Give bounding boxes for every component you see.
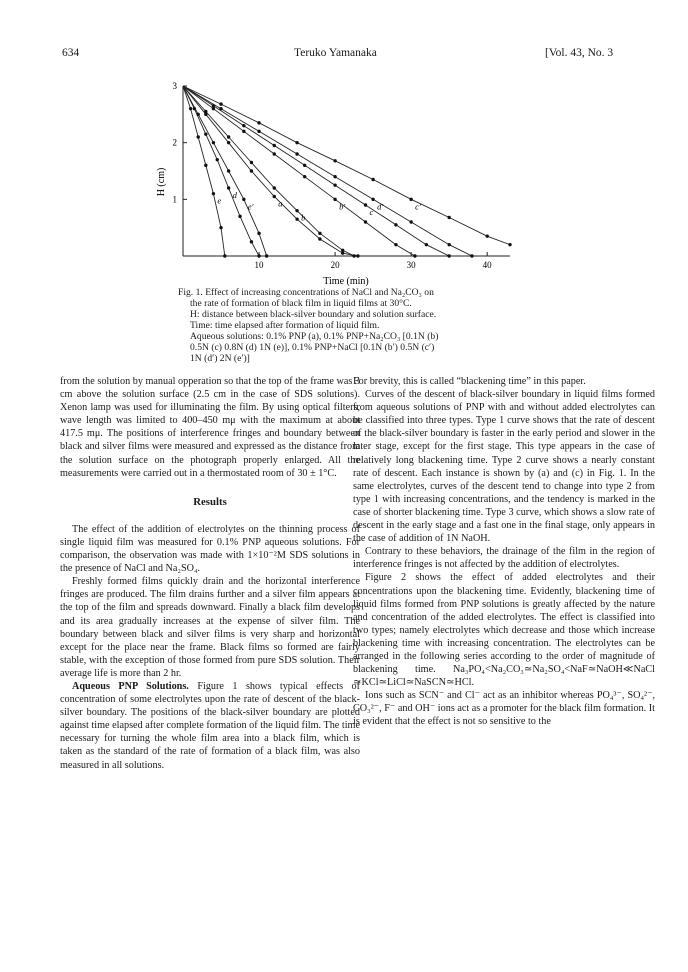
data-point [257, 232, 260, 235]
data-point [257, 121, 260, 124]
page-number: 634 [62, 47, 80, 59]
data-point [295, 152, 298, 155]
series-label: e′ [247, 201, 254, 212]
chart-plot-area [183, 86, 512, 258]
series-label: b [301, 212, 306, 223]
series-label: a [278, 198, 283, 209]
series-label: d′ [377, 201, 384, 212]
section-heading-results: Results [193, 495, 227, 508]
data-point [364, 203, 367, 206]
data-point [273, 144, 276, 147]
data-point [212, 141, 215, 144]
data-point [204, 132, 207, 135]
x-tick-label: 40 [482, 260, 492, 270]
data-point [223, 254, 226, 257]
series-line-7 [183, 86, 472, 256]
series-line-6 [183, 86, 449, 256]
data-point [265, 254, 268, 257]
data-point [219, 102, 222, 105]
data-point [303, 164, 306, 167]
series-label: c′ [415, 201, 421, 212]
data-point [189, 107, 192, 110]
paragraph: For brevity, this is called “blackening time” in this paper. [353, 376, 586, 387]
data-point [371, 198, 374, 201]
data-point [341, 249, 344, 252]
data-point [447, 216, 450, 219]
data-point [333, 175, 336, 178]
data-point [242, 130, 245, 133]
data-point [333, 159, 336, 162]
paragraph: The effect of the addition of electrolytes on the thinning process of single liquid film was measured for 0.1% PNP aqueous solutions. For comparison, the observation was made with 1×10⁻²M SDS solutions in the presence of NaCl and Na₂SO₄. [60, 523, 360, 575]
data-point [303, 175, 306, 178]
data-point [197, 113, 200, 116]
data-point [204, 164, 207, 167]
x-tick-label: 20 [330, 260, 340, 270]
data-point [227, 141, 230, 144]
data-point [409, 220, 412, 223]
series-label: c [369, 207, 374, 217]
paragraph-aqueous-pnp [60, 680, 360, 772]
data-point [242, 198, 245, 201]
y-tick-label: 2 [172, 137, 177, 148]
run-in-heading: Aqueous PNP Solutions. [72, 680, 189, 692]
series-line-3 [183, 86, 358, 256]
series-label: e [217, 195, 222, 206]
paragraph-methods-end: from the solution by manual opperation so that the top of the frame was 3 cm above the solution surface (2.5 cm in the case of SDS solutions). Xenon lamp was used for illuminating the film. By using optical filters, wave length was limited to 400–450 mμ with the maximum at about 417.5 mμ. The positions of interference fringes and boundary between black and silver films were measured and expressed as the distance from the solution surface on the photograph properly enlarged. All the measurements were carried out in a thermostated room of 30 ± 1°C. [60, 376, 360, 479]
data-point [333, 183, 336, 186]
data-point [470, 254, 473, 257]
series-label: d [232, 190, 237, 200]
data-point [295, 209, 298, 212]
y-tick-label: 1 [172, 194, 177, 205]
series-label: b′ [339, 201, 346, 212]
data-point [447, 254, 450, 257]
caption-line: 0.5N (c) 0.8N (d) 1N (e)], 0.1% PNP+NaCl [0.1N (b′) 0.5N (c′) [190, 342, 435, 353]
y-tick-label: 3 [172, 81, 177, 91]
data-point [295, 217, 298, 220]
data-point [394, 223, 397, 226]
data-point [216, 158, 219, 161]
data-point [273, 195, 276, 198]
caption-line: Fig. 1. Effect of increasing concentrations of NaCl and Na₂CO₃ on [178, 287, 434, 298]
paragraph: Contrary to these behaviors, the drainage of the film in the region of interference fringes is not affected by the addition of electrolytes. [353, 546, 655, 571]
data-point [356, 254, 359, 257]
data-point [447, 243, 450, 246]
caption-line: Time: time elapsed after formation of liquid film. [190, 320, 380, 331]
series-line-4 [183, 86, 354, 256]
data-point [242, 124, 245, 127]
data-point [219, 107, 222, 110]
data-point [250, 240, 253, 243]
data-point [257, 254, 260, 257]
caption-line: the rate of formation of black film in liquid films at 30°C. [190, 298, 412, 309]
data-point [295, 141, 298, 144]
y-axis-label: H (cm) [156, 167, 167, 197]
data-point [409, 198, 412, 201]
x-axis-label: Time (min) [323, 276, 369, 287]
data-point [394, 243, 397, 246]
paragraph-text: Figure 1 shows typical effects of concentration of some electrolytes upon the rate of descent of the black-silver boundary. The positions of the black-silver boundary are plotted against time elapsed after complete formation of the liquid film. The time necessary for turning the whole film area into a black film, which is taken as the standard of the rate of formation of a black film, was also measured in all solutions. [60, 680, 360, 771]
data-point [273, 186, 276, 189]
data-point [219, 226, 222, 229]
x-tick-label: 10 [254, 260, 264, 270]
data-point [364, 220, 367, 223]
paragraph: Figure 2 shows the effect of added electrolytes and their concentrations upon the blackening time. Evidently, blackening time of liquid films formed from PNP solutions is greatly affected by the nature and concentration of the added electrolytes. The effect is classified into two types; namely electrolytes which decrease and those which increase blackening time with increasing concentration. The electrolytes can be arranged in the following series according to the order of magnitude of blackening time. Na₃PO₄<Na₂CO₃≃Na₂SO₄<NaF≃NaOH≪NaCl ≃KCl≃LiCl≃NaSCN≃HCl. [353, 572, 655, 689]
data-point [227, 135, 230, 138]
data-point [197, 135, 200, 138]
data-point [371, 178, 374, 181]
left-column [60, 375, 360, 772]
figure-1-chart [150, 78, 530, 290]
data-point [204, 110, 207, 113]
right-column [353, 375, 655, 729]
series-line-8 [183, 86, 510, 245]
data-point [425, 243, 428, 246]
caption-line: 1N (d′) 2N (e′)] [190, 353, 250, 364]
data-point [318, 232, 321, 235]
paragraph: Curves of the descent of black-silver boundary in liquid films formed from aqueous solutions of PNP with and without added electrolytes can be classified into three types. Type 1 curve shows that the rate of descent of the black-silver boundary is faster in the early period and slower in the later stage, except for the first stage. This type appears in the case of relatively long blackening time. Type 2 curve shows a nearly constant rate of descent. Each instance is shown by (a) and (c) in Fig. 1. In the same electrolytes, curves of the descent tend to change into type 2 from type 1 with increasing concentrations, and the tendency is marked in the case of shorter blackening time. Type 3 curve, which shows a slow rate of descent in the early stage and a fast one in the final stage, only appears in the case of addition of 1N NaOH. [353, 389, 655, 545]
data-point [238, 215, 241, 218]
data-point [413, 254, 416, 257]
data-point [508, 243, 511, 246]
figure-caption [178, 287, 513, 364]
data-point [273, 152, 276, 155]
running-volume: [Vol. 43, No. 3 [545, 47, 614, 59]
data-point [257, 130, 260, 133]
caption-line: Aqueous solutions: 0.1% PNP (a), 0.1% PNP+Na₂CO₃ [0.1N (b) [190, 331, 439, 342]
series-line-5 [183, 86, 415, 256]
data-point [227, 186, 230, 189]
running-author: Teruko Yamanaka [294, 47, 377, 59]
data-point [227, 169, 230, 172]
data-point [212, 192, 215, 195]
data-point [485, 234, 488, 237]
data-point [250, 169, 253, 172]
paragraph: Freshly formed films quickly drain and the horizontal interference fringes are produced. The film drains further and a silver film appears at the top of the film and spreads downward. Finally a black film develops and its area gradually increases at the expense of silver film. The boundary between black and silver films is very sharp and horizontal except for the place near the frame. Black films so formed are fairly stable, with the exception of those formed from pure SDS solution. Their average life is more than 2 hr. [60, 576, 360, 679]
data-point [250, 161, 253, 164]
data-point [352, 254, 355, 257]
paragraph: Ions such as SCN⁻ and Cl⁻ act as an inhibitor whereas PO₄³⁻, SO₄²⁻, CO₃²⁻, F⁻ and OH⁻ ions act as a promoter for the black film formation. It is evident that the effect is not so sensitive to the [353, 690, 655, 728]
x-tick-label: 30 [406, 260, 416, 270]
data-point [318, 237, 321, 240]
data-point [333, 198, 336, 201]
caption-line: H: distance between black-silver boundary and solution surface. [190, 309, 437, 320]
